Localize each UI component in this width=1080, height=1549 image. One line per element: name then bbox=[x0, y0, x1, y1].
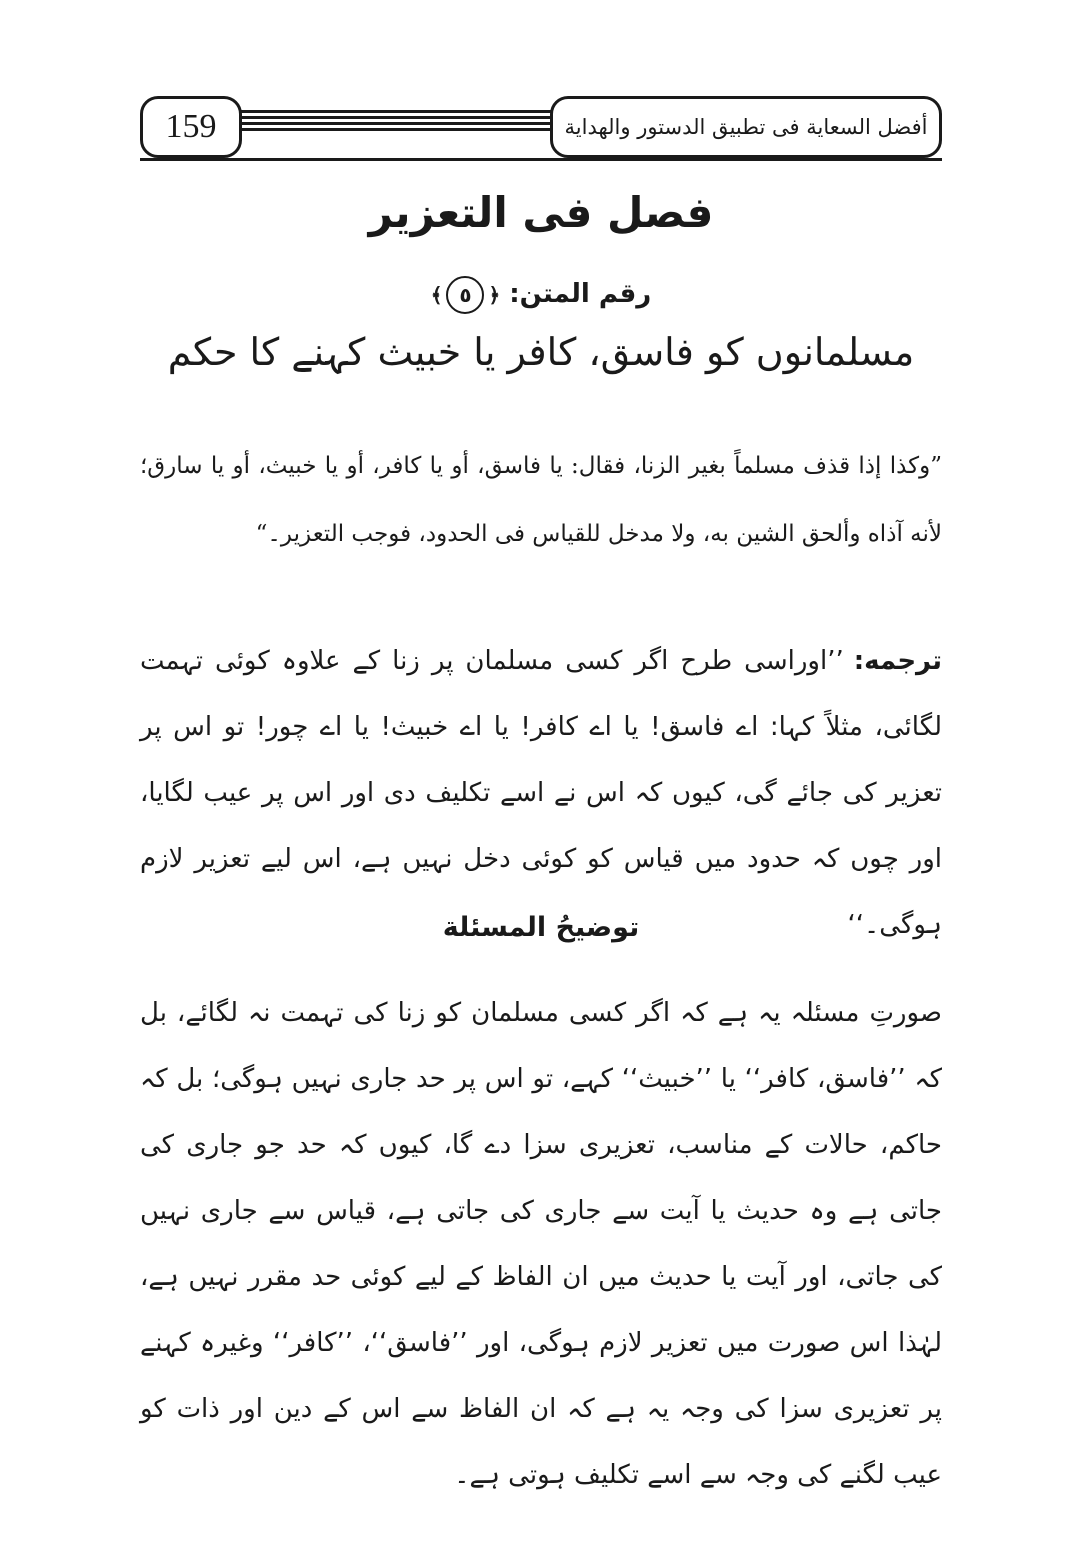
book-title: أفضل السعاية فى تطبيق الدستور والهداية bbox=[550, 96, 942, 158]
ornament-icon: ﴿ bbox=[488, 283, 501, 307]
header-underline bbox=[140, 158, 942, 161]
explanation-paragraph: صورتِ مسئلہ یہ ہے کہ اگر کسی مسلمان کو زنا کی تہمت نہ لگائے، بل کہ ’’فاسق، کافر‘‘ یا ’’خبیث‘‘ کہے، تو اس پر حد جاری نہیں ہوگی؛ بل کہ حاکم، حالات کے مناسب، تعزیری سزا دے گا، کیوں کہ حد جو جاری کی جاتی ہے وہ حدیث یا آیت سے جاری کی جاتی ہے، قیاس سے جاری نہیں کی جاتی، اور آیت یا حدیث میں ان الفاظ کے لیے کوئی حد مقرر نہیں ہے، لہٰذا اس صورت میں تعزیر لازم ہوگی، اور ’’فاسق‘‘، ’’کافر‘‘ وغیرہ کہنے پر تعزیری سزا کی وجہ یہ ہے کہ ان الفاظ سے اس کے دین اور ذات کو عیب لگنے کی وجہ سے اسے تکلیف ہوتی ہے۔ bbox=[140, 998, 942, 1490]
page-header bbox=[140, 96, 942, 158]
chapter-title: فصل فى التعزير bbox=[368, 188, 714, 237]
matn-number-line bbox=[140, 276, 942, 314]
header-rules bbox=[236, 110, 556, 140]
ruling-title: مسلمانوں کو فاسق، کافر یا خبیث کہنے کا حکم bbox=[167, 330, 915, 374]
matn-number: ٥ bbox=[446, 276, 484, 314]
translation-label: ترجمه: bbox=[853, 646, 942, 676]
translation-text: ’’اوراسی طرح اگر کسی مسلمان پر زنا کے علاوہ کوئی تہمت لگائی، مثلاً کہا: اے فاسق! یا اے کافر! یا اے خبیث! یا اے چور! تو اس پر تعزیر کی جائے گی، کیوں کہ اس نے اسے تکلیف دی اور اس پر عیب لگایا، اور چوں کہ حدود میں قیاس کو کوئی دخل نہیں ہے، اس لیے تعزیر لازم ہوگی۔‘‘ bbox=[140, 646, 942, 940]
page-number: 159 bbox=[140, 96, 242, 158]
explanation-heading: توضيحُ المسئلة bbox=[442, 912, 640, 943]
translation-paragraph bbox=[140, 628, 942, 958]
matn-label: رقم المتن: bbox=[509, 279, 652, 309]
ornament-icon: ﴾ bbox=[430, 283, 443, 307]
arabic-matn-text: ”وكذا إذا قذف مسلماً بغير الزنا، فقال: يا فاسق، أو يا كافر، أو يا خبيث، أو يا سارق؛ لأنه آذاه وألحق الشين به، ولا مدخل للقياس فى الحدود، فوجب التعزير۔“ bbox=[140, 453, 942, 547]
